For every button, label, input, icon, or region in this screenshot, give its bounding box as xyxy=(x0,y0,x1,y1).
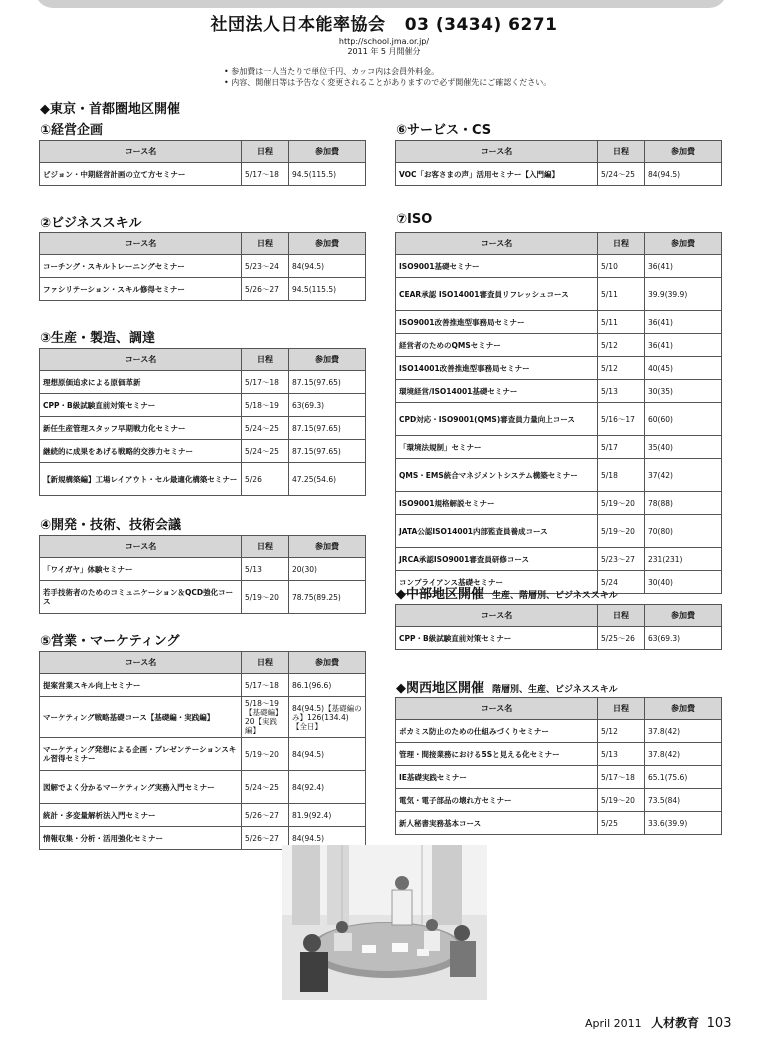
course-name: 新任生産管理スタッフ早期戦力化セミナー xyxy=(40,417,242,440)
course-date: 5/26～27 xyxy=(242,827,289,850)
course-fee: 78(88) xyxy=(645,492,722,515)
course-date: 5/13 xyxy=(598,380,645,403)
course-fee: 87.15(97.65) xyxy=(289,417,366,440)
table-row xyxy=(396,812,722,835)
course-date: 5/12 xyxy=(598,357,645,380)
course-fee: 20(30) xyxy=(289,558,366,581)
table-row xyxy=(396,548,722,571)
col-fee: 参加費 xyxy=(289,141,366,163)
course-name: 環境経営/ISO14001基礎セミナー xyxy=(396,380,598,403)
course-date: 5/25～26 xyxy=(598,627,645,650)
course-name: ビジョン・中期経営計画の立て方セミナー xyxy=(40,163,242,186)
col-date: 日程 xyxy=(598,605,645,627)
course-date: 5/13 xyxy=(598,743,645,766)
table-row xyxy=(40,394,366,417)
course-name: 「環境法規制」セミナー xyxy=(396,436,598,459)
table-kansai xyxy=(395,697,722,835)
course-name: CPD対応・ISO9001(QMS)審査員力量向上コース xyxy=(396,403,598,436)
col-date: 日程 xyxy=(242,141,289,163)
table-row xyxy=(40,674,366,697)
course-date: 5/24～25 xyxy=(242,440,289,463)
course-fee: 84(92.4) xyxy=(289,771,366,804)
section-title-marketing: ⑤営業・マーケティング xyxy=(40,634,180,649)
table-row xyxy=(396,436,722,459)
course-name: マーケティング発想による企画・プレゼンテーションスキル習得セミナー xyxy=(40,738,242,771)
note-change: • 内容、開催日等は予告なく変更されることがありますので必ず開催先にご確認ください。 xyxy=(224,78,552,87)
course-name: ISO9001規格解説セミナー xyxy=(396,492,598,515)
course-fee: 87.15(97.65) xyxy=(289,371,366,394)
course-date: 5/18 xyxy=(598,459,645,492)
region-kansai-title: ◆関西地区開催 xyxy=(396,681,484,696)
course-name: CPP・B級試験直前対策セミナー xyxy=(40,394,242,417)
table-row xyxy=(396,403,722,436)
course-date: 5/24 xyxy=(598,571,645,594)
col-fee: 参加費 xyxy=(289,536,366,558)
course-fee: 33.6(39.9) xyxy=(645,812,722,835)
course-name: JATA公認ISO14001内部監査員養成コース xyxy=(396,515,598,548)
region-chubu-subtitle: 生産、階層別、ビジネススキル xyxy=(492,591,618,601)
meeting-photo xyxy=(282,845,487,1000)
course-name: 管理・間接業務における5Sと見える化セミナー xyxy=(396,743,598,766)
table-row xyxy=(40,581,366,614)
col-fee: 参加費 xyxy=(645,698,722,720)
course-name: ISO14001改善推進型事務局セミナー xyxy=(396,357,598,380)
course-date: 5/25 xyxy=(598,812,645,835)
col-date: 日程 xyxy=(242,349,289,371)
table-row xyxy=(396,311,722,334)
table-row xyxy=(396,789,722,812)
col-fee: 参加費 xyxy=(645,605,722,627)
course-fee: 78.75(89.25) xyxy=(289,581,366,614)
course-fee: 37.8(42) xyxy=(645,720,722,743)
table-row xyxy=(40,804,366,827)
footer-month: April 2011 xyxy=(585,1017,642,1030)
col-date: 日程 xyxy=(242,233,289,255)
course-date: 5/12 xyxy=(598,720,645,743)
table-production xyxy=(39,348,366,496)
col-name: コース名 xyxy=(40,141,242,163)
course-date: 5/17～18 xyxy=(242,371,289,394)
organization-phone: 03 (3434) 6271 xyxy=(404,15,558,35)
course-fee: 73.5(84) xyxy=(645,789,722,812)
course-fee: 37.8(42) xyxy=(645,743,722,766)
table-row xyxy=(396,492,722,515)
course-date: 5/11 xyxy=(598,278,645,311)
course-date: 5/10 xyxy=(598,255,645,278)
table-row xyxy=(396,334,722,357)
course-name: 経営者のためのQMSセミナー xyxy=(396,334,598,357)
course-date: 5/17～18 xyxy=(242,163,289,186)
course-name: 統計・多変量解析法入門セミナー xyxy=(40,804,242,827)
course-fee: 63(69.3) xyxy=(289,394,366,417)
course-name: ISO9001改善推進型事務局セミナー xyxy=(396,311,598,334)
table-chubu xyxy=(395,604,722,650)
course-date: 5/19～20 xyxy=(242,738,289,771)
course-date: 5/18～19【基礎編】20【実践編】 xyxy=(242,697,289,738)
table-row xyxy=(396,163,722,186)
course-fee: 84(94.5) xyxy=(645,163,722,186)
col-name: コース名 xyxy=(396,698,598,720)
table-development xyxy=(39,535,366,614)
course-name: QMS・EMS統合マネジメントシステム構築セミナー xyxy=(396,459,598,492)
section-title-development: ④開発・技術、技術会議 xyxy=(40,518,182,533)
col-name: コース名 xyxy=(396,605,598,627)
region-chubu-title: ◆中部地区開催 xyxy=(396,587,484,602)
course-fee: 60(60) xyxy=(645,403,722,436)
page-header xyxy=(0,10,768,57)
course-name: ファシリテーション・スキル修得セミナー xyxy=(40,278,242,301)
course-name: 電気・電子部品の壊れ方セミナー xyxy=(396,789,598,812)
col-name: コース名 xyxy=(40,233,242,255)
course-name: コーチング・スキルトレーニングセミナー xyxy=(40,255,242,278)
course-name: IE基礎実践セミナー xyxy=(396,766,598,789)
col-fee: 参加費 xyxy=(289,233,366,255)
table-row xyxy=(40,371,366,394)
course-name: 継続的に成果をあげる戦略的交渉力セミナー xyxy=(40,440,242,463)
course-fee: 40(45) xyxy=(645,357,722,380)
course-date: 5/19～20 xyxy=(598,789,645,812)
course-name: 若手技術者のためのコミュニケーション＆QCD強化コース xyxy=(40,581,242,614)
course-name: 情報収集・分析・活用強化セミナー xyxy=(40,827,242,850)
course-name: VOC「お客さまの声」活用セミナー【入門編】 xyxy=(396,163,598,186)
table-row xyxy=(40,440,366,463)
course-date: 5/13 xyxy=(242,558,289,581)
course-date: 5/17～18 xyxy=(242,674,289,697)
course-fee: 65.1(75.6) xyxy=(645,766,722,789)
course-name: 提案営業スキル向上セミナー xyxy=(40,674,242,697)
col-name: コース名 xyxy=(40,536,242,558)
course-fee: 36(41) xyxy=(645,334,722,357)
course-name: 図解でよく分かるマーケティング実務入門セミナー xyxy=(40,771,242,804)
region-tokyo: ◆東京・首都圏地区開催 xyxy=(40,102,180,117)
course-date: 5/26 xyxy=(242,463,289,496)
table-row xyxy=(40,771,366,804)
course-name: ISO9001基礎セミナー xyxy=(396,255,598,278)
col-fee: 参加費 xyxy=(289,652,366,674)
organization-name: 社団法人日本能率協会 xyxy=(210,15,386,35)
section-title-management: ①経営企画 xyxy=(40,123,104,138)
table-iso xyxy=(395,232,722,594)
table-row xyxy=(396,720,722,743)
table-row xyxy=(40,738,366,771)
col-fee: 参加費 xyxy=(289,349,366,371)
table-business-skill xyxy=(39,232,366,301)
course-fee: 84(94.5) xyxy=(289,738,366,771)
course-fee: 30(40) xyxy=(645,571,722,594)
table-marketing xyxy=(39,651,366,850)
section-title-production: ③生産・製造、調達 xyxy=(40,331,156,346)
top-banner-bar xyxy=(35,0,727,8)
page-number: 103 xyxy=(706,1016,732,1031)
page-footer xyxy=(585,1014,731,1031)
notes xyxy=(224,66,551,88)
note-fee: • 参加費は一人当たりで単位千円、カッコ内は会員外料金。 xyxy=(224,67,440,76)
course-name: 「ワイガヤ」体験セミナー xyxy=(40,558,242,581)
course-fee: 36(41) xyxy=(645,255,722,278)
course-name: 新人秘書実務基本コース xyxy=(396,812,598,835)
course-name: コンプライアンス基礎セミナー xyxy=(396,571,598,594)
course-fee: 39.9(39.9) xyxy=(645,278,722,311)
course-date: 5/23～24 xyxy=(242,255,289,278)
organization-url[interactable]: http://school.jma.or.jp/ xyxy=(338,37,430,46)
course-fee: 84(94.5) xyxy=(289,255,366,278)
course-fee: 47.25(54.6) xyxy=(289,463,366,496)
table-row xyxy=(40,463,366,496)
course-date: 5/23～27 xyxy=(598,548,645,571)
table-row xyxy=(396,743,722,766)
col-date: 日程 xyxy=(598,233,645,255)
course-fee: 35(40) xyxy=(645,436,722,459)
table-row xyxy=(396,255,722,278)
table-row xyxy=(40,255,366,278)
course-fee: 84(94.5) xyxy=(289,827,366,850)
organization-title xyxy=(0,10,768,35)
section-title-service: ⑥サービス・CS xyxy=(396,123,492,138)
col-date: 日程 xyxy=(242,536,289,558)
table-row xyxy=(396,766,722,789)
course-fee: 36(41) xyxy=(645,311,722,334)
course-date: 5/16～17 xyxy=(598,403,645,436)
col-date: 日程 xyxy=(242,652,289,674)
course-name: 【新規構築編】工場レイアウト・セル最適化構築セミナー xyxy=(40,463,242,496)
region-kansai-subtitle: 階層別、生産、ビジネススキル xyxy=(492,685,618,695)
col-date: 日程 xyxy=(598,141,645,163)
course-date: 5/26～27 xyxy=(242,278,289,301)
col-name: コース名 xyxy=(40,349,242,371)
col-fee: 参加費 xyxy=(645,141,722,163)
table-row xyxy=(396,357,722,380)
region-chubu xyxy=(396,583,618,602)
course-date: 5/17 xyxy=(598,436,645,459)
col-name: コース名 xyxy=(396,233,598,255)
course-fee: 70(80) xyxy=(645,515,722,548)
region-kansai xyxy=(396,677,618,696)
col-date: 日程 xyxy=(598,698,645,720)
course-date: 5/11 xyxy=(598,311,645,334)
table-row xyxy=(396,515,722,548)
table-service xyxy=(395,140,722,186)
course-fee: 37(42) xyxy=(645,459,722,492)
course-date: 5/26～27 xyxy=(242,804,289,827)
course-date: 5/19～20 xyxy=(598,515,645,548)
course-date: 5/24～25 xyxy=(242,417,289,440)
table-row xyxy=(396,380,722,403)
table-row xyxy=(396,278,722,311)
course-fee: 81.9(92.4) xyxy=(289,804,366,827)
table-row xyxy=(40,417,366,440)
course-date: 5/19～20 xyxy=(598,492,645,515)
course-name: マーケティング戦略基礎コース【基礎編・実践編】 xyxy=(40,697,242,738)
footer-magazine: 人材教育 xyxy=(651,1016,700,1030)
course-name: CEAR承認 ISO14001審査員リフレッシュコース xyxy=(396,278,598,311)
course-fee: 231(231) xyxy=(645,548,722,571)
course-name: CPP・B級試験直前対策セミナー xyxy=(396,627,598,650)
col-name: コース名 xyxy=(396,141,598,163)
course-fee: 84(94.5)【基礎編のみ】126(134.4)【全日】 xyxy=(289,697,366,738)
col-fee: 参加費 xyxy=(645,233,722,255)
course-date: 5/19～20 xyxy=(242,581,289,614)
course-date: 5/12 xyxy=(598,334,645,357)
course-date: 5/17～18 xyxy=(598,766,645,789)
course-date: 5/24～25 xyxy=(598,163,645,186)
col-name: コース名 xyxy=(40,652,242,674)
course-name: JRCA承認ISO9001審査員研修コース xyxy=(396,548,598,571)
course-name: 理想原価追求による原価革新 xyxy=(40,371,242,394)
table-row xyxy=(40,278,366,301)
table-management xyxy=(39,140,366,186)
issue-date: 2011 年 5 月開催分 xyxy=(347,47,421,56)
course-fee: 94.5(115.5) xyxy=(289,278,366,301)
section-title-business-skill: ②ビジネススキル xyxy=(40,216,142,231)
course-fee: 63(69.3) xyxy=(645,627,722,650)
section-title-iso: ⑦ISO xyxy=(396,212,433,227)
course-fee: 30(35) xyxy=(645,380,722,403)
table-row xyxy=(40,697,366,738)
table-row xyxy=(40,163,366,186)
table-row xyxy=(396,459,722,492)
course-date: 5/18～19 xyxy=(242,394,289,417)
course-fee: 94.5(115.5) xyxy=(289,163,366,186)
table-row xyxy=(40,558,366,581)
course-date: 5/24～25 xyxy=(242,771,289,804)
course-fee: 86.1(96.6) xyxy=(289,674,366,697)
course-fee: 87.15(97.65) xyxy=(289,440,366,463)
course-name: ポカミス防止のための仕組みづくりセミナー xyxy=(396,720,598,743)
table-row xyxy=(396,627,722,650)
